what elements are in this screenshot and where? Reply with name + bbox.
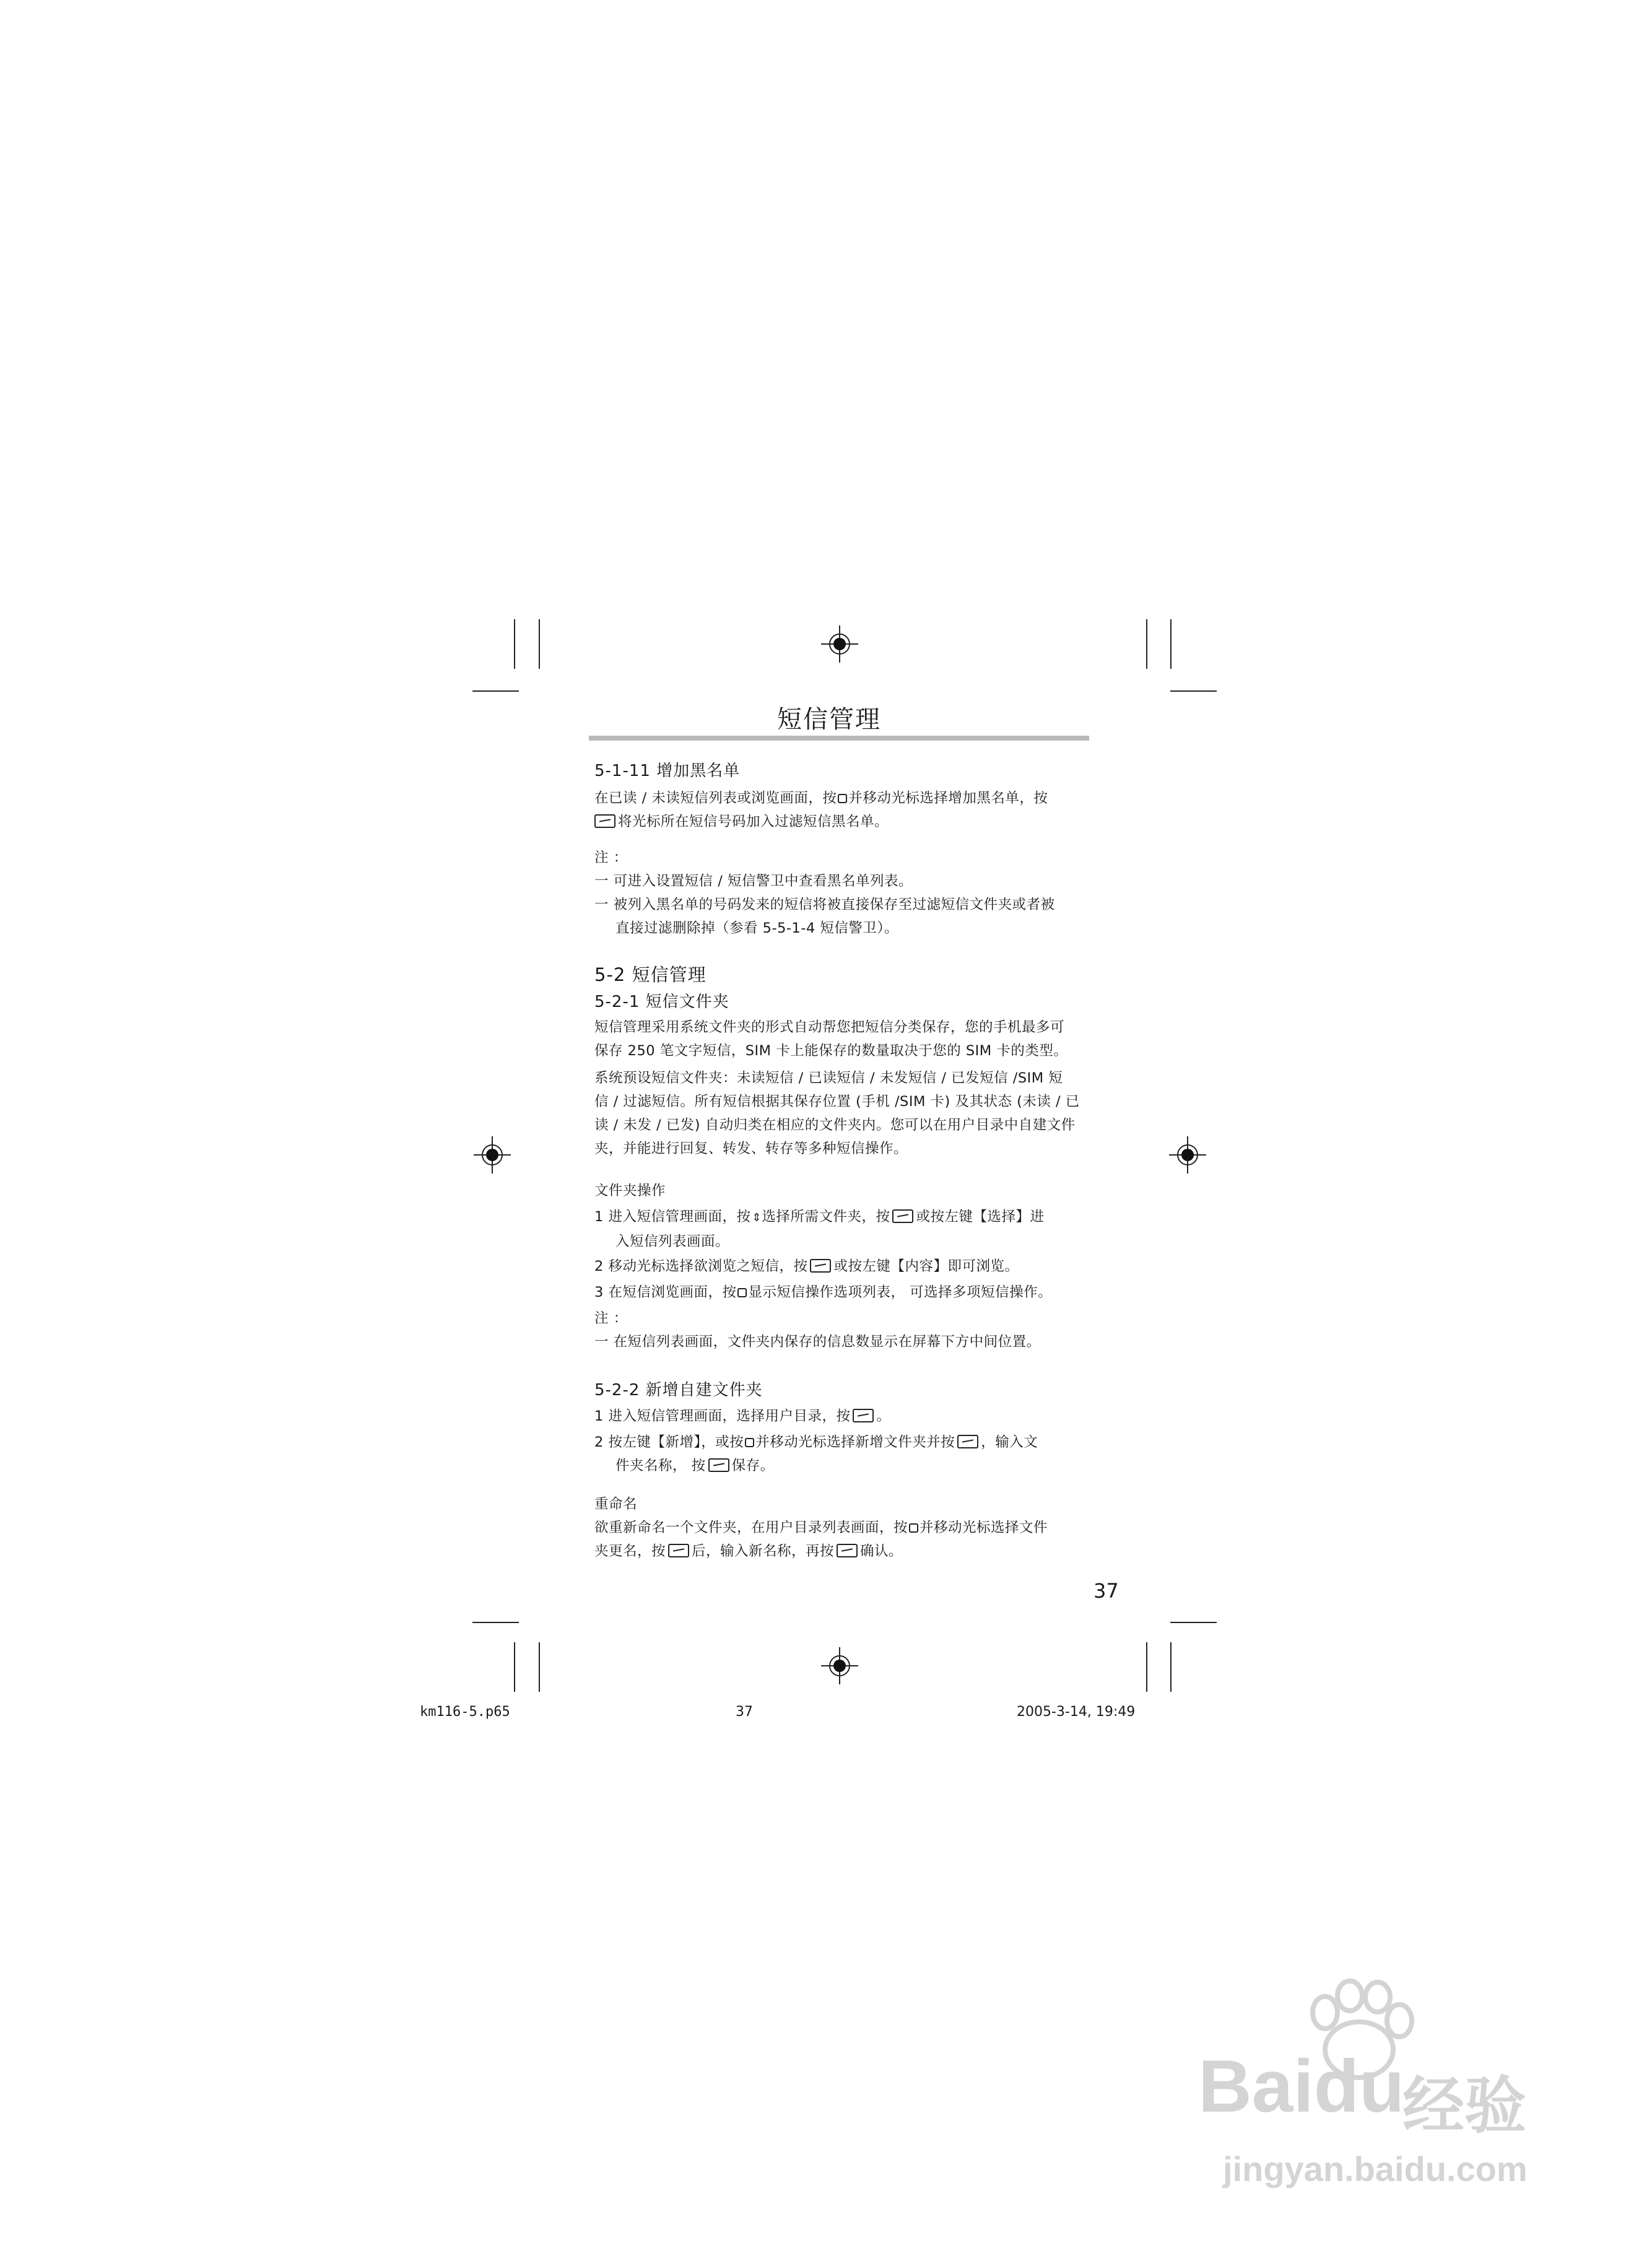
left-soft-key-icon (594, 814, 615, 828)
rename-label: 重命名 (594, 1496, 638, 1512)
step-1: 1 进入短信管理画面，按 ⇕选择所需文件夹，按 或按左键【选择】进 入短信列表画面。 (594, 1205, 1045, 1253)
title-rule (589, 736, 1089, 741)
paragraph: 在已读 / 未读短信列表或浏览画面，按 并移动光标选择增加黑名单，按 将光标所在短信号码加入过滤短信黑名单。 (594, 790, 1048, 830)
ok-key-icon (838, 794, 847, 803)
left-soft-key-icon (957, 1435, 978, 1448)
crop-mark (514, 619, 515, 669)
note-list: 一 可进入设置短信 / 短信警卫中查看黑名单列表。 一 被列入黑名单的号码发来的短信将被直接保存至过滤短信文件夹或者被 直接过滤删除掉（参看 5-5-1-4 短信警卫）。 (594, 873, 1055, 936)
paragraph: 系统预设短信文件夹：未读短信 / 已读短信 / 未发短信 / 已发短信 /SIM 短 信 / 过滤短信。所有短信根据其保存位置 (手机 /SIM 卡) 及其状态 (未读 / 已 读 / 未发 / 已发) 自动归类在相应的文件夹内。您可以在用户目录中自建文件 夹，并能进行回复、转发、转存等多种短信操作。 (594, 1070, 1080, 1157)
paragraph: 短信管理采用系统文件夹的形式自动帮您把短信分类保存，您的手机最多可 保存 250 笔文字短信，SIM 卡上能保存的数量取决于您的 SIM 卡的类型。 (594, 1019, 1068, 1059)
page-title: 短信管理 (777, 705, 881, 734)
subsection-heading: 5-2-1 短信文件夹 (594, 993, 729, 1011)
ok-key-icon (737, 1288, 747, 1297)
watermark-brand: Baidu (1198, 2045, 1405, 2128)
step-2: 2 移动光标选择欲浏览之短信，按 或按左键【内容】即可浏览。 (594, 1258, 1019, 1274)
step-2: 2 按左键【新增】，或按 并移动光标选择新增文件夹并按 ，输入文 件夹名称， 按 保存。 (594, 1434, 1038, 1474)
left-soft-key-icon (837, 1544, 858, 1557)
crop-mark (1170, 690, 1217, 692)
watermark-cn: 经验 (1402, 2071, 1526, 2141)
registration-mark-icon (1169, 1136, 1206, 1173)
registration-mark-icon (821, 1647, 858, 1684)
crop-mark (1170, 619, 1172, 669)
registration-mark-icon (821, 625, 858, 663)
crop-mark (1170, 1642, 1172, 1692)
crop-mark (514, 1642, 515, 1692)
left-soft-key-icon (853, 1409, 874, 1422)
section-heading: 5-2 短信管理 (594, 964, 706, 985)
ok-key-icon (745, 1438, 754, 1447)
left-soft-key-icon (892, 1209, 913, 1223)
crop-mark (1146, 1642, 1147, 1692)
subsection-heading: 5-2-2 新增自建文件夹 (594, 1381, 763, 1400)
page-number: 37 (1093, 1579, 1119, 1603)
crop-mark (472, 1622, 519, 1623)
note-label: 注 ： (594, 850, 628, 866)
crop-mark (472, 690, 519, 692)
ops-label: 文件夹操作 (594, 1183, 666, 1199)
left-soft-key-icon (810, 1259, 831, 1273)
rename-paragraph: 欲重新命名一个文件夹，在用户目录列表画面，按 并移动光标选择文件 夹更名，按 后，输入新名称，再按 确认。 (594, 1520, 1048, 1559)
section-heading: 5-1-11 增加黑名单 (594, 762, 741, 780)
step-3: 3 在短信浏览画面，按 显示短信操作选项列表， 可选择多项短信操作。 (594, 1284, 1053, 1300)
footer-page: 37 (736, 1704, 753, 1720)
watermark-url: jingyan.baidu.com (1223, 2149, 1528, 2188)
footer-filename: km116-5.p65 (420, 1704, 510, 1720)
footer-datetime: 2005-3-14, 19:49 (1017, 1704, 1136, 1720)
note-label: 注 ： (594, 1310, 628, 1326)
left-soft-key-icon (708, 1458, 729, 1472)
nav-key-icon: ⇕ (752, 1211, 762, 1224)
left-soft-key-icon (668, 1544, 689, 1557)
crop-mark (1170, 1622, 1217, 1623)
crop-mark (539, 1642, 540, 1692)
crop-mark (1146, 619, 1147, 669)
crop-mark (539, 619, 540, 669)
ok-key-icon (909, 1523, 918, 1533)
step-1: 1 进入短信管理画面，选择用户目录，按 。 (594, 1408, 891, 1424)
note: 一 在短信列表画面，文件夹内保存的信息数显示在屏幕下方中间位置。 (594, 1334, 1041, 1350)
registration-mark-icon (474, 1136, 511, 1173)
